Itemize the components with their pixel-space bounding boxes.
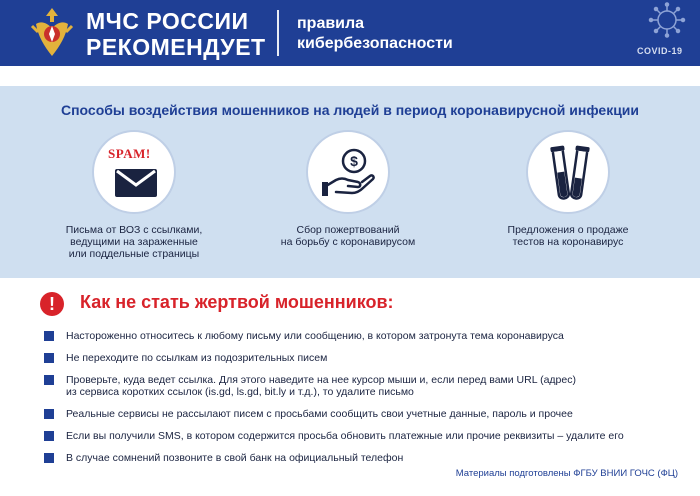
warning-icon: ! xyxy=(40,292,64,316)
tip-text: Проверьте, куда ведет ссылка. Для этого наведите на нее курсор мыши и, если перед вами URL (адрес) xyxy=(66,374,576,386)
spam-badge: SPAM! xyxy=(108,146,151,161)
tip-text: Настороженно относитесь к любому письму или сообщению, в котором затронута тема коронавируса xyxy=(66,330,564,342)
tip-text: Если вы получили SMS, в котором содержится просьба обновить платежные или прочие реквизиты – удалите его xyxy=(66,430,624,442)
method-3-circle xyxy=(526,130,610,214)
bullet-square-icon xyxy=(44,453,54,463)
caption-line: ведущими на зараженные xyxy=(70,236,198,248)
list-item xyxy=(44,374,684,398)
method-2-caption xyxy=(248,224,448,248)
list-item xyxy=(44,452,684,464)
method-2-circle xyxy=(306,130,390,214)
caption-line: Сбор пожертвований xyxy=(296,224,400,236)
covid-badge: COVID-19 xyxy=(637,46,683,56)
bullet-square-icon xyxy=(44,331,54,341)
rules-line-1: правила xyxy=(297,15,365,32)
header-divider xyxy=(277,10,279,56)
caption-line: на борьбу с коронавирусом xyxy=(280,236,416,248)
brand-title xyxy=(86,8,266,60)
method-1-caption xyxy=(34,224,234,260)
header-banner xyxy=(0,0,700,66)
rules-title xyxy=(297,14,453,54)
footer-credit: Материалы подготовлены ФГБУ ВНИИ ГОЧС (ФЦ) xyxy=(455,468,678,479)
rules-line-2: кибербезопасности xyxy=(297,35,453,52)
brand-line-1: МЧС РОССИИ xyxy=(86,8,249,34)
tips-title: Как не стать жертвой мошенников: xyxy=(80,292,394,312)
bullet-square-icon xyxy=(44,431,54,441)
caption-line: тестов на коронавирус xyxy=(512,236,624,248)
bullet-square-icon xyxy=(44,409,54,419)
tips-list xyxy=(44,330,684,464)
mchs-emblem-icon xyxy=(28,6,76,60)
list-item xyxy=(44,430,684,442)
bullet-square-icon xyxy=(44,375,54,385)
spam-envelope-icon xyxy=(114,168,158,198)
tip-text: Реальные сервисы не рассылают писем с просьбами сообщить свои учетные данные, пароль и прочее xyxy=(66,408,573,420)
tip-text: из сервиса коротких ссылок (is.gd, ls.gd, bit.ly и т.д.), то удалите письмо xyxy=(66,386,414,398)
bullet-square-icon xyxy=(44,353,54,363)
list-item xyxy=(44,352,684,364)
caption-line: Предложения о продаже xyxy=(507,224,629,236)
test-tubes-icon xyxy=(548,142,592,206)
donation-hand-icon xyxy=(322,146,378,200)
caption-line: Письма от ВОЗ с ссылками, xyxy=(65,224,203,236)
caption-line: или поддельные страницы xyxy=(68,248,200,260)
method-3-caption xyxy=(468,224,668,248)
methods-title: Способы воздействия мошенников на людей в период коронавирусной инфекции xyxy=(60,102,640,118)
tip-text: Не переходите по ссылкам из подозрительных писем xyxy=(66,352,328,364)
coronavirus-icon xyxy=(646,2,688,38)
svg-text:$: $ xyxy=(350,153,358,169)
method-1-circle xyxy=(92,130,176,214)
list-item xyxy=(44,408,684,420)
brand-line-2: РЕКОМЕНДУЕТ xyxy=(86,34,266,60)
tip-text: В случае сомнений позвоните в свой банк на официальный телефон xyxy=(66,452,404,464)
list-item xyxy=(44,330,684,342)
fraud-methods-panel xyxy=(0,86,700,278)
